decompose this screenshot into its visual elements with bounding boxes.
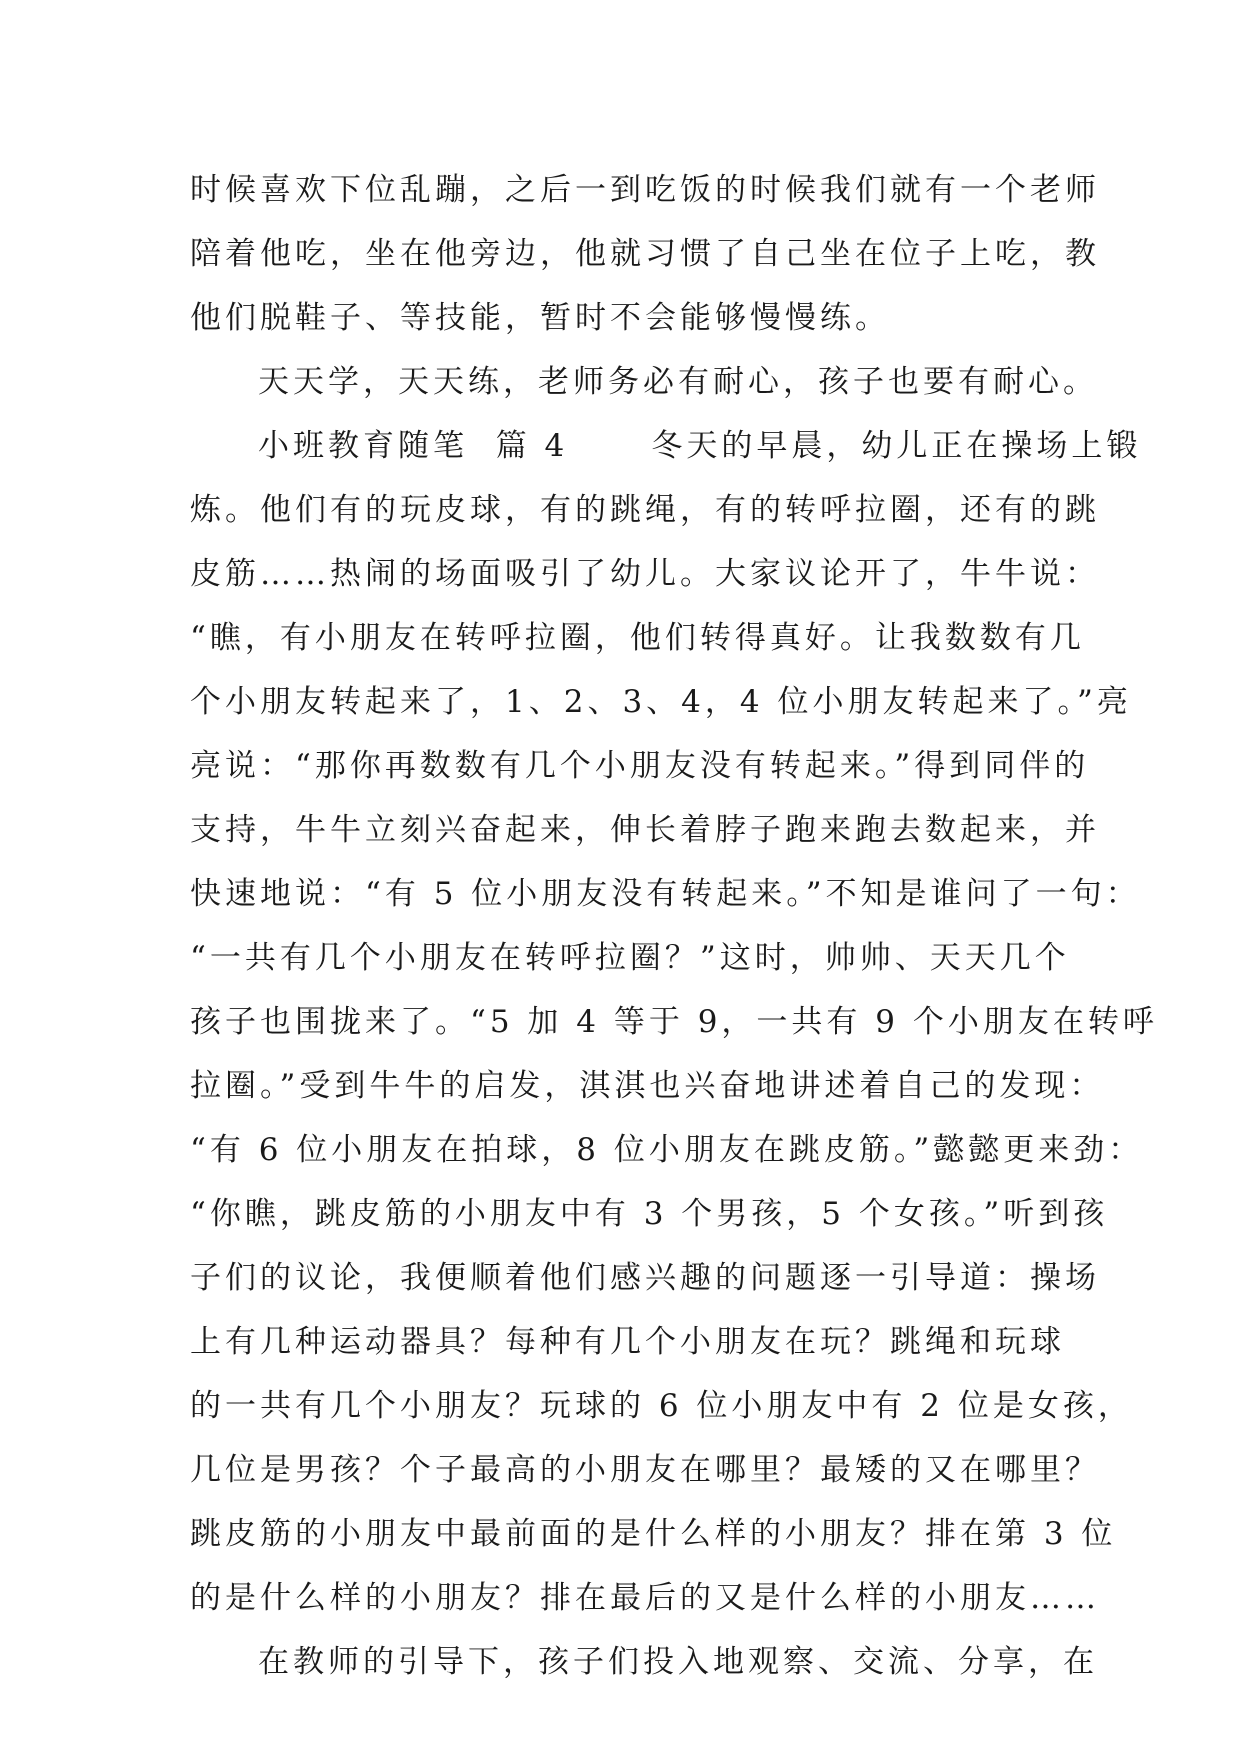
text-line: 亮说：“那你再数数有几个小朋友没有转起来。”得到同伴的: [190, 748, 1090, 784]
text-line: 他们脱鞋子、等技能，暂时不会能够慢慢练。: [190, 300, 890, 336]
text-line: 皮筋……热闹的场面吸引了幼儿。大家议论开了，牛牛说：: [190, 556, 1100, 592]
text-line: 陪着他吃，坐在他旁边，他就习惯了自己坐在位子上吃，教: [190, 236, 1100, 272]
text-line: “有 6 位小朋友在拍球，8 位小朋友在跳皮筋。”懿懿更来劲：: [190, 1132, 1144, 1168]
text-line: “一共有几个小朋友在转呼拉圈？”这时，帅帅、天天几个: [190, 940, 1070, 976]
text-line: 的一共有几个小朋友？玩球的 6 位小朋友中有 2 位是女孩，: [190, 1388, 1133, 1424]
text-line: 快速地说：“有 5 位小朋友没有转起来。”不知是谁问了一句：: [190, 876, 1141, 912]
text-line: 的是什么样的小朋友？排在最后的又是什么样的小朋友……: [190, 1580, 1100, 1616]
section-heading-line: 小班教育随笔 篇 4 冬天的早晨，幼儿正在操场上锻: [258, 428, 1142, 464]
text-line: 个小朋友转起来了，1、2、3、4，4 位小朋友转起来了。”亮: [190, 684, 1132, 720]
text-line: 孩子也围拢来了。“5 加 4 等于 9，一共有 9 个小朋友在转呼: [190, 1004, 1158, 1040]
text-line: 支持，牛牛立刻兴奋起来，伸长着脖子跑来跑去数起来，并: [190, 812, 1100, 848]
text-line: 跳皮筋的小朋友中最前面的是什么样的小朋友？排在第 3 位: [190, 1516, 1117, 1552]
text-line: “瞧，有小朋友在转呼拉圈，他们转得真好。让我数数有几: [190, 620, 1085, 656]
body-text: [190, 158, 1158, 1694]
text-line: 炼。他们有的玩皮球，有的跳绳，有的转呼拉圈，还有的跳: [190, 492, 1100, 528]
text-line: 上有几种运动器具？每种有几个小朋友在玩？跳绳和玩球: [190, 1324, 1065, 1360]
text-line: 拉圈。”受到牛牛的启发，淇淇也兴奋地讲述着自己的发现：: [190, 1068, 1105, 1104]
text-line: 子们的议论，我便顺着他们感兴趣的问题逐一引导道：操场: [190, 1260, 1100, 1296]
text-line: “你瞧，跳皮筋的小朋友中有 3 个男孩，5 个女孩。”听到孩: [190, 1196, 1109, 1232]
text-line: 时候喜欢下位乱蹦，之后一到吃饭的时候我们就有一个老师: [190, 172, 1100, 208]
text-line: 几位是男孩？个子最高的小朋友在哪里？最矮的又在哪里？: [190, 1452, 1100, 1488]
text-line: 在教师的引导下，孩子们投入地观察、交流、分享，在: [258, 1644, 1098, 1680]
text-line: 天天学，天天练，老师务必有耐心，孩子也要有耐心。: [258, 364, 1098, 400]
